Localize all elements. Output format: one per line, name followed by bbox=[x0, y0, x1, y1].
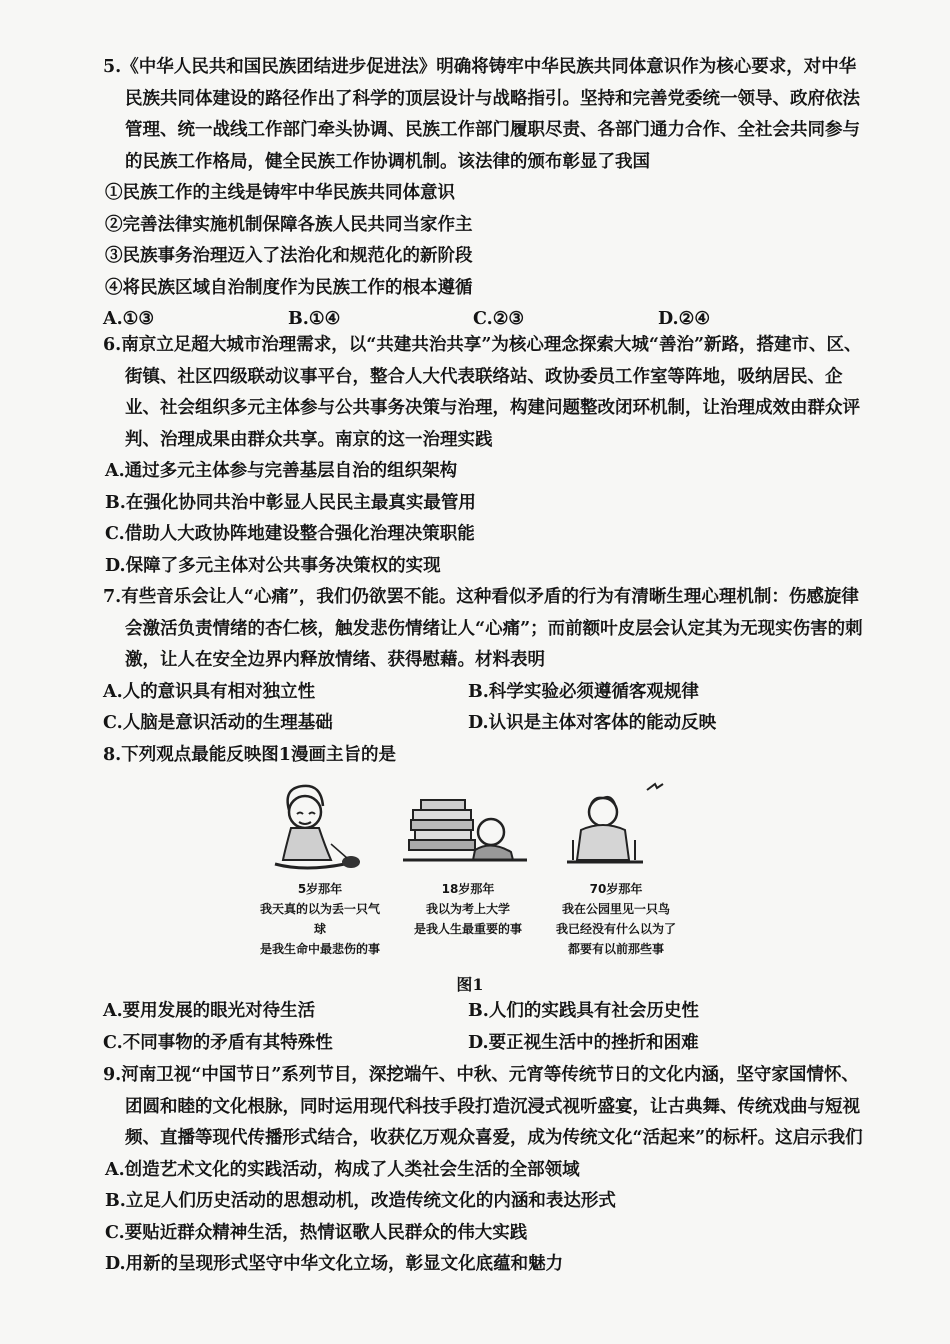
panel-3-caption: 70岁那年 我在公园里见一只鸟 我已经没有什么以为了 都要有以前那些事 bbox=[555, 882, 676, 956]
option-a[interactable]: A.创造艺术文化的实践活动，构成了人类社会生活的全部领域 bbox=[105, 1159, 580, 1180]
comic-panel-2 bbox=[403, 780, 533, 960]
option-a[interactable]: A.人的意识具有相对独立性 bbox=[103, 681, 316, 702]
question-7 bbox=[103, 582, 873, 740]
question-6 bbox=[103, 330, 873, 582]
comic-panel-3 bbox=[551, 780, 681, 960]
student-books-drawing bbox=[403, 780, 533, 875]
question-7-options-row1 bbox=[103, 677, 873, 709]
question-7-stem: 7.有些音乐会让人“心痛”，我们仍欲罢不能。这种看似矛盾的行为有清晰生理心理机制：伤感旋律会激活负责情绪的杏仁核，触发悲伤情绪让人“心痛”；而前额叶皮层会认定其为无现实伤害的刺激，让人在安全边界内释放情绪、获得慰藉。材料表明 bbox=[103, 587, 863, 670]
question-9 bbox=[103, 1060, 873, 1281]
question-7-options-row2 bbox=[103, 708, 873, 740]
question-8-options bbox=[103, 996, 873, 1059]
option-b[interactable]: B.科学实验必须遵循客观规律 bbox=[468, 681, 699, 702]
question-6-stem: 6.南京立足超大城市治理需求，以“共建共治共享”为核心理念探索大城“善治”新路，搭建市、区、街镇、社区四级联动议事平台，整合人大代表联络站、政协委员工作室等阵地，吸纳居民、企业、社会组织多元主体参与公共事务决策与治理，构建问题整改闭环机制，让治理成效由群众评判、治理成果由群众共享。南京的这一治理实践 bbox=[103, 335, 862, 450]
option-b[interactable]: B.在强化协同共治中彰显人民民主最真实最管用 bbox=[105, 492, 476, 513]
question-5 bbox=[103, 52, 873, 336]
question-8 bbox=[103, 740, 873, 772]
option-d[interactable]: D.用新的呈现形式坚守中华文化立场，彰显文化底蕴和魅力 bbox=[105, 1254, 564, 1274]
question-9-stem: 9.河南卫视“中国节日”系列节目，深挖端午、中秋、元宵等传统节日的文化内涵，坚守家国情怀、团圆和睦的文化根脉，同时运用现代科技手段打造沉浸式视听盛宴，让古典舞、传统戏曲与短视频、直播等现代传播形式结合，收获亿万观众喜爱，成为传统文化“活起来”的标杆。这启示我们 bbox=[103, 1065, 863, 1148]
question-8-options-row1 bbox=[103, 996, 873, 1028]
option-d[interactable]: D.要正视生活中的挫折和困难 bbox=[468, 1032, 699, 1053]
panel-1-caption: 5岁那年 我天真的以为丢一只气球 是我生命中最悲伤的事 bbox=[259, 882, 380, 956]
option-d[interactable]: D.②④ bbox=[658, 309, 711, 329]
option-c[interactable]: C.不同事物的矛盾有其特殊性 bbox=[103, 1032, 333, 1053]
option-b[interactable]: B.立足人们历史活动的思想动机，改造传统文化的内涵和表达形式 bbox=[105, 1191, 616, 1211]
option-c[interactable]: C.要贴近群众精神生活，热情讴歌人民群众的伟大实践 bbox=[105, 1222, 528, 1243]
option-a[interactable]: A.①③ bbox=[103, 309, 155, 329]
statement-3: ③民族事务治理迈入了法治化和规范化的新阶段 bbox=[105, 246, 473, 266]
option-b[interactable]: B.人们的实践具有社会历史性 bbox=[468, 1001, 699, 1021]
question-5-stem: 5.《中华人民共和国民族团结进步促进法》明确将铸牢中华民族共同体意识作为核心要求，对中华民族共同体建设的路径作出了科学的顶层设计与战略指引。坚持和完善党委统一领导、政府依法管理、统一战线工作部门牵头协调、民族工作部门履职尽责、各部门通力合作、全社会共同参与的民族工作格局，健全民族工作协调机制。该法律的颁布彰显了我国 bbox=[103, 57, 860, 172]
option-c[interactable]: C.②③ bbox=[473, 309, 525, 329]
crying-child-drawing bbox=[255, 780, 385, 875]
statement-4: ④将民族区域自治制度作为民族工作的根本遵循 bbox=[105, 277, 473, 298]
option-c[interactable]: C.人脑是意识活动的生理基础 bbox=[103, 713, 333, 733]
option-c[interactable]: C.借助人大政协阵地建设整合强化治理决策职能 bbox=[105, 524, 475, 544]
statement-1: ①民族工作的主线是铸牢中华民族共同体意识 bbox=[105, 183, 455, 203]
question-8-stem: 8.下列观点最能反映图1漫画主旨的是 bbox=[103, 745, 396, 765]
comic-panel-1 bbox=[255, 780, 385, 960]
option-a[interactable]: A.通过多元主体参与完善基层自治的组织架构 bbox=[105, 461, 458, 481]
option-d[interactable]: D.保障了多元主体对公共事务决策权的实现 bbox=[105, 555, 441, 576]
option-a[interactable]: A.要用发展的眼光对待生活 bbox=[103, 1001, 316, 1021]
question-8-options-row2 bbox=[103, 1028, 873, 1060]
comic-figure bbox=[255, 780, 685, 995]
option-b[interactable]: B.①④ bbox=[288, 309, 341, 329]
panel-2-caption: 18岁那年 我以为考上大学 是我人生最重要的事 bbox=[413, 882, 522, 936]
option-d[interactable]: D.认识是主体对客体的能动反映 bbox=[468, 713, 717, 733]
statement-2: ②完善法律实施机制保障各族人民共同当家作主 bbox=[105, 214, 473, 235]
elderly-person-bird-drawing bbox=[551, 780, 681, 875]
figure-label: 图1 bbox=[456, 975, 484, 994]
